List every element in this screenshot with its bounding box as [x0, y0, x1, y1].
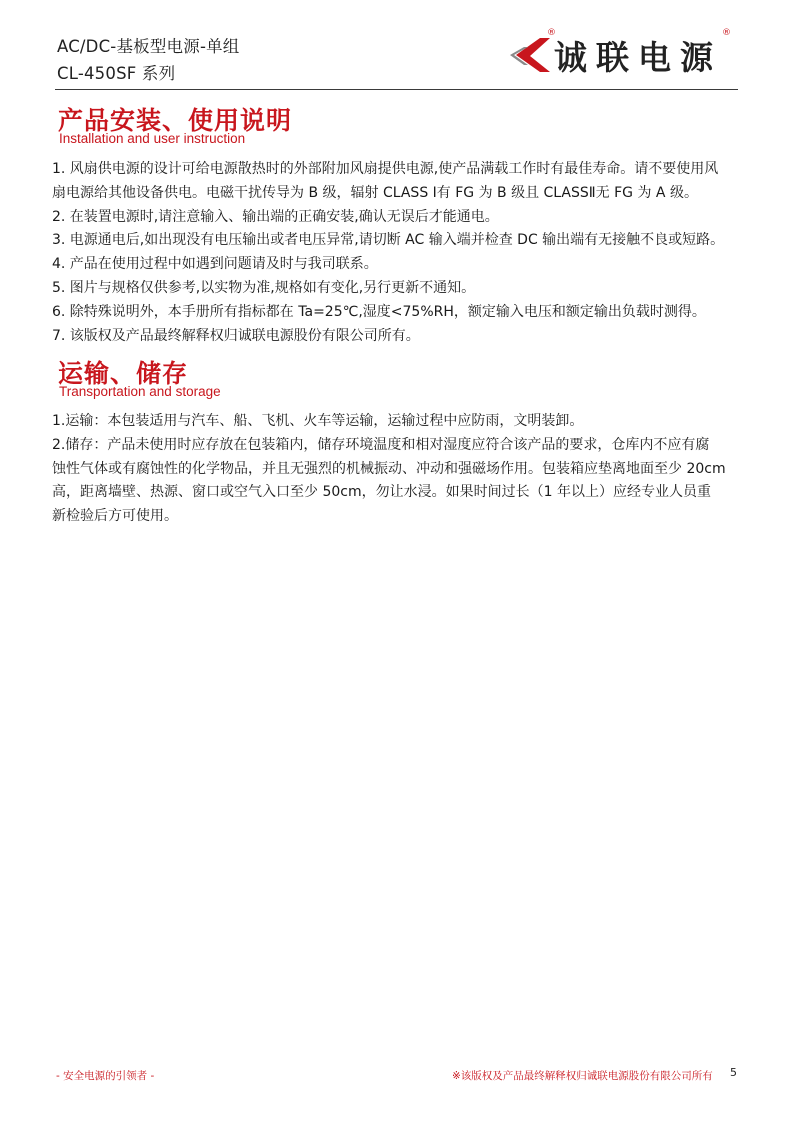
registered-mark-left: ®: [547, 28, 556, 38]
page-number: 5: [730, 1066, 737, 1079]
transport-line: 蚀性气体或有腐蚀性的化学物品，并且无强烈的机械振动、冲动和强磁场作用。包装箱应垫离地面至少 20cm: [52, 460, 726, 477]
transport-line: 高，距离墙壁、热源、窗口或空气入口至少 50cm，勿让水浸。如果时间过长（1 年以上）应经专业人员重: [52, 484, 711, 501]
header-title-line1: AC/DC-基板型电源-单组: [57, 37, 240, 56]
section-install-title: 产品安装、使用说明: [58, 106, 293, 135]
transport-instructions: [52, 410, 742, 529]
registered-mark-right: ®: [722, 28, 731, 38]
transport-line: 新检验后方可使用。: [52, 508, 178, 525]
header-title-line2: CL-450SF 系列: [57, 64, 176, 83]
install-line: 4. 产品在使用过程中如遇到问题请及时与我司联系。: [52, 256, 378, 273]
section-install-subtitle: Installation and user instruction: [59, 131, 246, 146]
header-divider: [55, 89, 738, 90]
section-transport-subtitle: Transportation and storage: [59, 384, 221, 399]
install-line: 1. 风扇供电源的设计可给电源散热时的外部附加风扇提供电源,使产品满载工作时有最佳寿命。请不要使用风: [52, 161, 719, 177]
transport-line: 1.运输：本包装适用与汽车、船、飞机、火车等运输，运输过程中应防雨，文明装卸。: [52, 413, 584, 429]
footer-slogan: - 安全电源的引领者 -: [56, 1070, 155, 1082]
install-line: 扇电源给其他设备供电。电磁干扰传导为 B 级，辐射 CLASS Ⅰ有 FG 为 B 级且 CLASSⅡ无 FG 为 A 级。: [52, 184, 698, 201]
footer-copyright: ※该版权及产品最终解释权归诚联电源股份有限公司所有: [452, 1070, 713, 1082]
logo-wordmark: 诚联电源: [554, 38, 722, 77]
install-line: 2. 在装置电源时,请注意输入、输出端的正确安装,确认无误后才能通电。: [52, 208, 499, 225]
install-line: 7. 该版权及产品最终解释权归诚联电源股份有限公司所有。: [52, 327, 420, 344]
install-line: 3. 电源通电后,如出现没有电压输出或者电压异常,请切断 AC 输入端并检查 DC 输出端有无接触不良或短路。: [52, 232, 725, 249]
install-line: 6. 除特殊说明外，本手册所有指标都在 Ta=25℃,湿度<75%RH，额定输入电压和额定输出负载时测得。: [52, 303, 706, 320]
transport-line: 2.储存：产品未使用时应存放在包装箱内，储存环境温度和相对湿度应符合该产品的要求，仓库内不应有腐: [52, 436, 710, 453]
install-instructions: [52, 158, 742, 348]
logo-chevron-icon: [510, 36, 552, 74]
company-logo: [510, 28, 738, 80]
section-transport-title: 运输、储存: [58, 359, 189, 388]
install-line: 5. 图片与规格仅供参考,以实物为准,规格如有变化,另行更新不通知。: [52, 279, 476, 296]
